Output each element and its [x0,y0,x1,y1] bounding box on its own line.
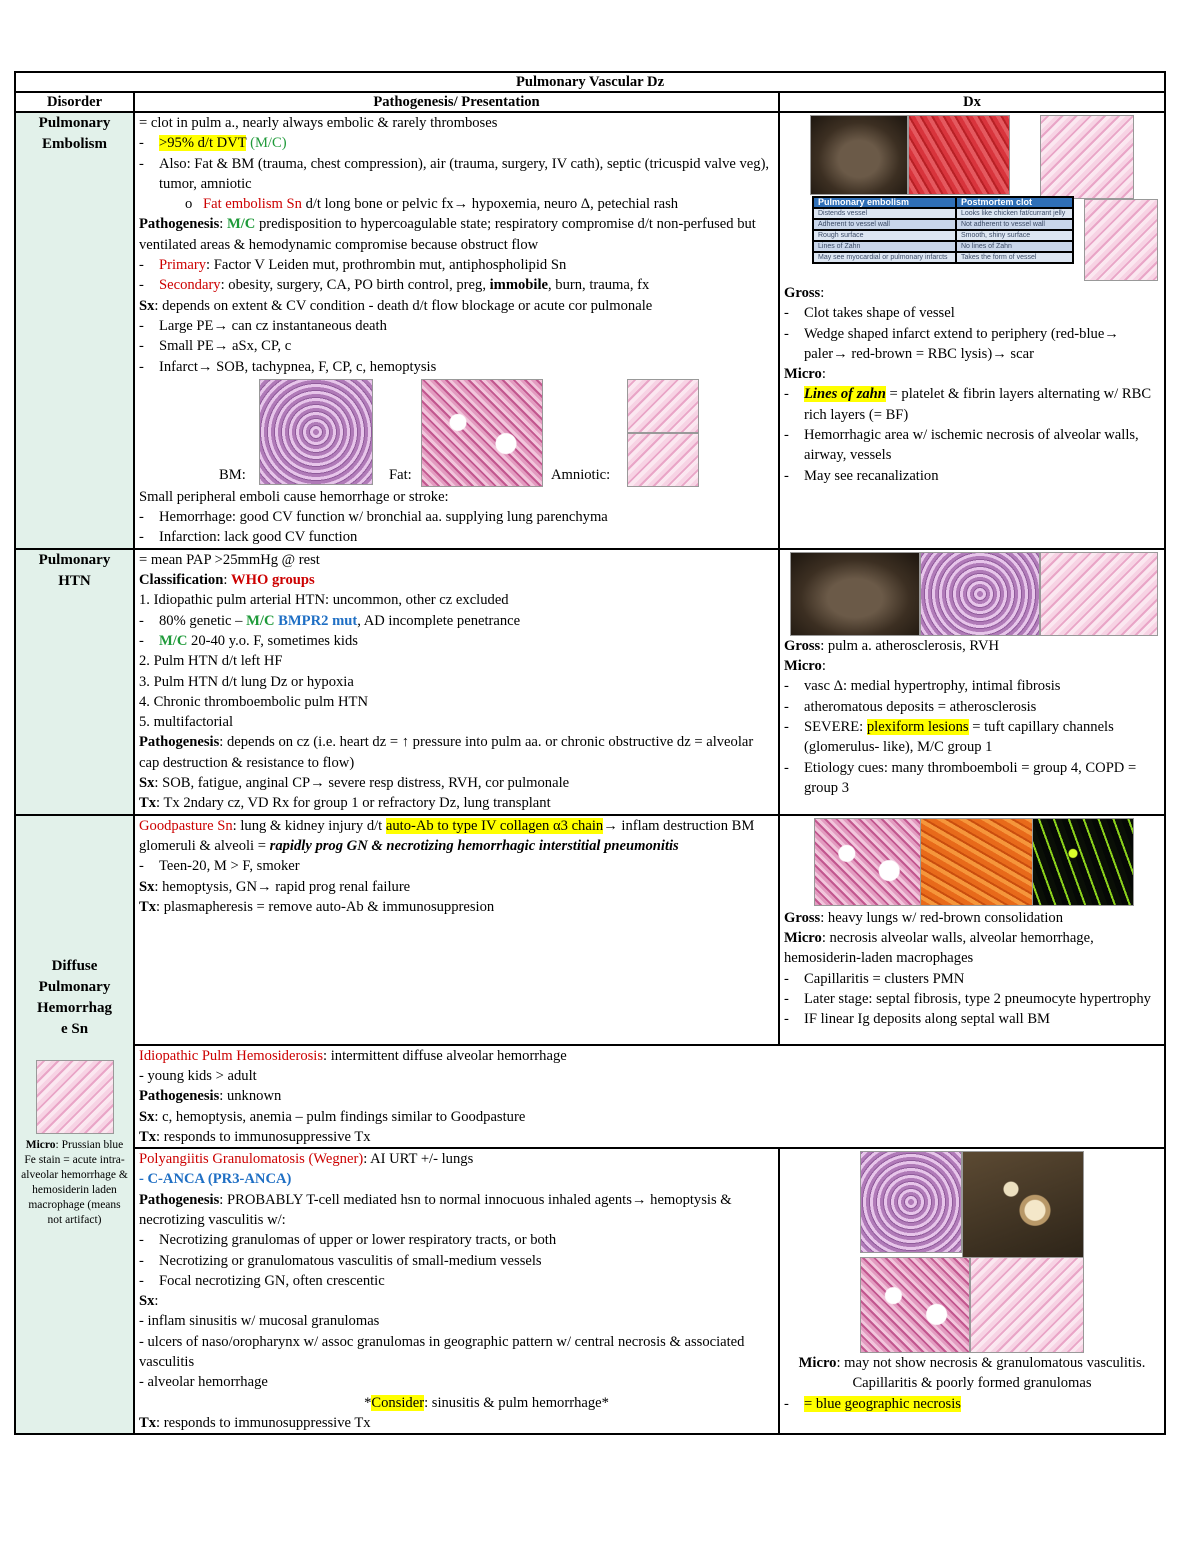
bm-label: BM: [219,466,246,483]
table-row-pe [15,112,1165,549]
disorder-htn: Pulmonary HTN [15,549,134,815]
postmortem-clot-image [1084,199,1158,281]
prussian-blue-stain-image [36,1060,114,1134]
goodpasture-dx: Gross: heavy lungs w/ red-brown consolidation Micro: necrosis alveolar walls, alveolar hemorrhage, hemosiderin-laden macrophages - Capillaritis = clusters PMN - Later stage: septal fibrosis, type 2 pneumocyte hypertrophy - IF linear Ig deposits along septal wall BM [779,815,1165,1045]
goodpasture-dx-images [784,816,1160,908]
lung-gross-image [962,1151,1084,1259]
gpa-pathogenesis: Polyangiitis Granulomatosis (Wegner): AI URT +/- lungs - C-ANCA (PR3-ANCA) Pathogenesis: PROBABLY T-cell mediated hsn to normal innocuous inhaled agents→ hemoptysis & necrotizing vasculitis w/: - Necrotizing granulomas of upper or lower respiratory tracts, or both - Necrotizing or granulomatous vasculitis of small-medium vessels - Focal necrotizing GN, often crescentic Sx: - inflam sinusitis w/ mucosal granulomas - ulcers of naso/oropharynx w/ assoc granulomas in geographic pattern w/ central necrosis & associated vasculitis - alveolar hemorrhage *Consider: sinusitis & pulm hemorrhage* Tx: responds to immunosuppressive Tx [134,1148,779,1434]
amniotic-embolus-image-2 [627,433,699,487]
pulm-artery-gross-image [790,552,920,636]
goodpasture-pathogenesis: Goodpasture Sn: lung & kidney injury d/t auto-Ab to type IV collagen α3 chain→ inflam destruction BM glomeruli & alveoli = rapidly prog GN & necrotizing hemorrhagic interstitial pneumonitis - Teen-20, M > F, smoker Sx: hemoptysis, GN→ rapid prog renal failure Tx: plasmapheresis = remove auto-Ab & immunosuppresion [134,815,779,1045]
iph-pathogenesis: Idiopathic Pulm Hemosiderosis: intermittent diffuse alveolar hemorrhage - young kids > adult Pathogenesis: unknown Sx: c, hemoptysis, anemia – pulm findings similar to Goodpasture Tx: responds to immunosuppressive Tx [134,1045,1165,1148]
amniotic-label: Amniotic: [551,466,611,483]
table-row-iph [15,1045,1165,1148]
fat-embolus-image [421,379,543,487]
table-title: Pulmonary Vascular Dz [15,72,1165,92]
fat-label: Fat: [389,466,412,483]
pulm-vascular-table [14,71,1166,1435]
disorder-pe: Pulmonary Embolism [15,112,134,549]
htn-dx: Gross: pulm a. atherosclerosis, RVH Micro: - vasc Δ: medial hypertrophy, intimal fibrosis - atheromatous deposits = atherosclerosis - SEVERE: plexiform lesions = tuft capillary channels (glomerulus- like), M/C group 1 - Etiology cues: many thromboemboli = group 4, COPD = group 3 [779,549,1165,815]
table-row-htn [15,549,1165,815]
htn-dx-images [784,550,1160,636]
table-row-gpa [15,1148,1165,1434]
header-disorder: Disorder [15,92,134,112]
pe-vs-postmortem-table: Pulmonary embolism Postmortem clot Distends vessel Looks like chicken fat/currant jelly Adherent to vessel wall Not adherent to vessel wall Rough surface Smooth, shiny surface Lines of Zahn No lines of Zahn May see myocardial or pulmonary infarcts Takes the form of vessel [812,196,1074,264]
prussian-blue-caption: Micro: Prussian blue Fe stain = acute intra-alveolar hemorrhage & hemosiderin laden macrophage (means not artifact) [21,1138,128,1226]
disorder-dph: Diffuse Pulmonary Hemorrhag e Sn Micro: Prussian blue Fe stain = acute intra-alveolar hemorrhage & hemosiderin laden macrophage (means not artifact) [15,815,134,1435]
lines-of-zahn-image [908,115,1010,195]
amniotic-embolus-image-1 [627,379,699,433]
plexiform-lesion-image [920,552,1040,636]
gpa-dx: Micro: may not show necrosis & granulomatous vasculitis. Capillaritis & poorly formed granulomas - = blue geographic necrosis [779,1148,1165,1434]
pe-pathogenesis: = clot in pulm a., nearly always embolic & rarely thromboses - >95% d/t DVT (M/C) - Also: Fat & BM (trauma, chest compression), air (trauma, surgery, IV cath), septic (tricuspid valve veg), tumor, amniotic o Fat embolism Sn d/t long bone or pelvic fx→ hypoxemia, neuro Δ, petechial rash Pathogenesis: M/C predisposition to hypercoagulable state; respiratory compromise d/t non-perfused but ventilated areas & hemodynamic compromise because obstruct flow - Primary: Factor V Leiden mut, prothrombin mut, antiphospholipid Sn - Secondary: obesity, surgery, CA, PO birth control, preg, immobile, burn, trauma, fx Sx: depends on extent & CV condition - death d/t flow blockage or acute cor pulmonale - Large PE→ can cz instantaneous death - Small PE→ aSx, CP, c - Infarct→ SOB, tachypnea, F, CP, c, hemoptysis BM: Fat: Amniotic: Small peripheral emboli cause hemorrhage or stroke: - Hemorrhage: good CV function w/ bronchial aa. supplying lung parenchyma - Infarction: lack good CV function [134,112,779,549]
vasculitis-image [970,1257,1084,1353]
gpa-dx-images [784,1149,1160,1353]
header-pathogenesis: Pathogenesis/ Presentation [134,92,779,112]
alveolar-hemorrhage-image [814,818,922,906]
pe-histology-images [139,377,774,487]
table-row-goodpasture [15,815,1165,1045]
hemosiderin-image [920,818,1034,906]
geographic-necrosis-image [860,1257,970,1353]
bm-embolus-image [259,379,373,485]
granuloma-histo-image [860,1151,962,1253]
pe-dx: Pulmonary embolism Postmortem clot Distends vessel Looks like chicken fat/currant jelly Adherent to vessel wall Not adherent to vessel wall Rough surface Smooth, shiny surface Lines of Zahn No lines of Zahn May see myocardial or pulmonary infarcts Takes the form of vessel Gross: - Clot takes shape of vessel - Wedge shaped infarct extend to periphery (red-blue→ paler→ red-brown = RBC lysis)→ scar Micro: - Lines of zahn = platelet & fibrin layers alternating w/ RBC rich layers (= BF) - Hemorrhagic area w/ ischemic necrosis of alveolar walls, airway, vessels - May see recanalization [779,112,1165,549]
htn-pathogenesis: = mean PAP >25mmHg @ rest Classification: WHO groups 1. Idiopathic pulm arterial HTN: uncommon, other cz excluded - 80% genetic – M/C BMPR2 mut, AD incomplete penetrance - M/C 20-40 y.o. F, sometimes kids 2. Pulm HTN d/t left HF 3. Pulm HTN d/t lung Dz or hypoxia 4. Chronic thromboembolic pulm HTN 5. multifactorial Pathogenesis: depends on cz (i.e. heart dz = ↑ pressure into pulm aa. or chronic obstructive dz = alveolar cap destruction & resistance to flow) Sx: SOB, fatigue, anginal CP→ severe resp distress, RVH, cor pulmonale Tx: Tx 2ndary cz, VD Rx for group 1 or refractory Dz, lung transplant [134,549,779,815]
linear-if-image [1032,818,1134,906]
medial-hypertrophy-image [1040,552,1158,636]
header-dx: Dx [779,92,1165,112]
vessel-embolus-image [1040,115,1134,199]
pe-dx-images [784,113,1160,283]
gross-embolus-image [810,115,908,195]
